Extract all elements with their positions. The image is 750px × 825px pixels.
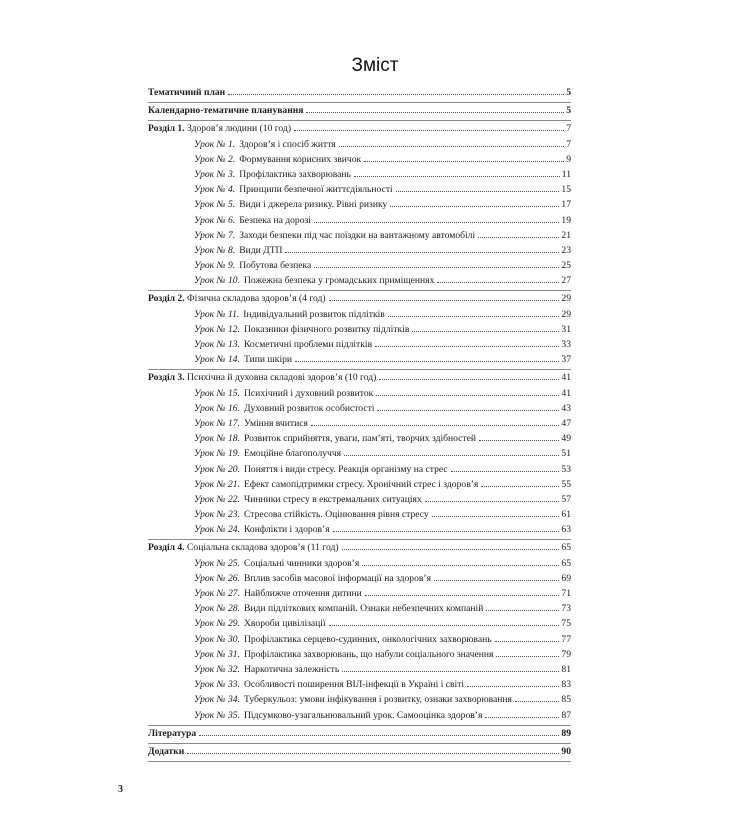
lesson-number: Урок № 12. [194,323,240,335]
toc-block [148,370,571,540]
dot-leader [375,346,559,347]
dot-leader [285,252,559,253]
lesson-number: Урок № 19. [194,448,240,460]
toc-entry [148,85,571,100]
entry-title: Показники фізичного розвитку підлітків [244,323,410,335]
entry-title: Профілактика серцево-судинних, онкологічних захворювань [244,633,492,645]
entry-title: Тематичний план [148,87,226,98]
page-number: 3 [118,784,123,795]
entry-page: 27 [561,275,571,287]
toc-lesson-entry [148,322,571,337]
entry-page: 29 [561,293,571,305]
dot-leader [479,440,559,441]
entry-title: Поняття і види стресу. Реакція організму на стрес [244,463,448,475]
dot-leader [467,686,559,687]
entry-page: 51 [561,448,571,460]
entry-page: 43 [561,402,571,414]
entry-page: 65 [561,557,571,569]
entry-page: 7 [566,138,571,150]
entry-page: 7 [566,123,571,135]
entry-page: 75 [561,618,571,630]
entry-page: 9 [566,153,571,165]
dot-leader [377,410,559,411]
entry-page: 55 [561,478,571,490]
toc-lesson-entry [148,431,571,446]
dot-leader [432,516,560,517]
entry-title: Підсумково-узагальнювальний урок. Самооцінка здоров’я [244,709,483,721]
lesson-number: Урок № 22. [194,493,240,505]
toc-lesson-entry [148,307,571,322]
entry-title: Найближче оточення дитини [244,588,362,599]
entry-title: Заходи безпеки під час поїздки на вантажному автомобілі [239,229,476,241]
lesson-number: Урок № 31. [194,648,240,660]
lesson-number: Урок № 23. [194,509,240,521]
entry-page: 73 [561,603,571,615]
dot-leader [311,425,560,426]
entry-title: Принципи безпечної життєдіяльності [239,184,393,196]
dot-leader [451,471,560,472]
entry-title: Вплив засобів масової інформації на здоров’я [244,572,432,584]
entry-page: 77 [561,633,571,645]
toc-entry [148,103,571,118]
entry-title: Наркотична залежність [244,663,340,675]
dot-leader [329,625,560,626]
entry-title: Хвороби цивілізації [244,618,326,630]
entry-title: Індивідуальний розвиток підлітків [243,308,385,320]
entry-page: 15 [561,184,571,196]
toc-lesson-entry [148,586,571,601]
toc-entry [148,744,571,759]
toc-lesson-entry [148,507,571,522]
entry-title: Духовний розвиток особистості [244,402,375,414]
entry-title: Здоров’я людини (10 год) [187,123,292,135]
entry-page: 11 [561,168,571,180]
toc-lesson-entry [148,337,571,352]
entry-page: 33 [561,339,571,350]
entry-title: Профілактика захворювань [239,168,351,180]
toc-lesson-entry [148,352,571,367]
toc-lesson-entry [148,446,571,461]
lesson-number: Урок № 24. [194,524,240,536]
entry-page: 71 [561,588,571,599]
lesson-number: Урок № 7. [194,229,236,241]
dot-leader [388,316,560,317]
toc-lesson-entry [148,632,571,647]
entry-title: Види і джерела ризику. Рівні ризику [239,199,388,211]
dot-leader [486,610,559,611]
entry-page: 41 [561,372,571,384]
entry-page: 83 [561,679,571,691]
entry-title: Література [148,727,197,739]
toc-lesson-entry [148,492,571,507]
section-number: Розділ 2. [148,293,185,305]
page-title: Зміст [351,55,399,76]
dot-leader [364,161,564,162]
toc-lesson-entry [148,386,571,401]
toc-block [148,121,571,291]
toc-lesson-entry [148,647,571,662]
dot-leader [396,191,560,192]
toc-lesson-entry [148,477,571,492]
entry-page: 57 [561,493,571,505]
entry-title: Безпека на дорозі [239,214,311,226]
entry-page: 47 [561,417,571,429]
entry-page: 69 [561,572,571,584]
lesson-number: Урок № 1. [194,138,236,150]
lesson-number: Урок № 4. [194,184,236,196]
entry-title: Фізична складова здоров’я (4 год) [187,293,326,305]
toc-lesson-entry [148,601,571,616]
toc-entry [148,726,571,741]
dot-leader [354,176,560,177]
toc-lesson-entry [148,677,571,692]
entry-title: Види підліткових компаній. Ознаки небезпечних компаній [244,603,484,615]
toc-lesson-entry [148,213,571,228]
toc-block [148,103,571,121]
dot-leader [496,656,559,657]
toc-lesson-entry [148,708,571,723]
entry-page: 89 [561,727,571,739]
dot-leader [437,282,559,283]
entry-page: 41 [561,387,571,399]
dot-leader [481,486,559,487]
dot-leader [362,565,559,566]
toc-lesson-entry [148,137,571,152]
dot-leader [342,671,559,672]
entry-page: 25 [561,260,571,272]
dot-leader [379,379,559,380]
toc-section-entry [148,370,571,385]
entry-page: 5 [566,105,571,117]
entry-title: Особливості поширення ВІЛ-інфекції в Україні і світі [244,679,465,691]
toc-lesson-entry [148,197,571,212]
dot-leader [495,641,560,642]
dot-leader [485,717,559,718]
dot-leader [425,501,560,502]
entry-title: Емоційне благополуччя [244,448,342,460]
section-number: Розділ 3. [148,372,185,384]
lesson-number: Урок № 35. [194,709,240,721]
lesson-number: Урок № 6. [194,214,236,226]
toc-lesson-entry [148,228,571,243]
toc-lesson-entry [148,258,571,273]
entry-page: 53 [561,463,571,475]
toc-lesson-entry [148,182,571,197]
toc-block [148,744,571,762]
entry-page: 79 [561,648,571,660]
entry-title: Туберкульоз: умови інфікування і розвитку, ознаки захворювання [244,694,512,706]
entry-title: Види ДТП [239,244,283,256]
toc-lesson-entry [148,416,571,431]
entry-title: Чинники стресу в екстремальних ситуаціях [244,493,422,505]
dot-leader [344,455,559,456]
lesson-number: Урок № 5. [194,199,236,211]
entry-page: 49 [561,433,571,445]
lesson-number: Урок № 33. [194,679,240,691]
lesson-number: Урок № 17. [194,417,240,429]
toc-section-entry [148,540,571,555]
entry-page: 90 [561,745,571,757]
toc-lesson-entry [148,273,571,288]
dot-leader [333,531,560,532]
entry-title: Уміння вчитися [244,417,308,429]
dot-leader [199,735,559,736]
lesson-number: Урок № 16. [194,402,240,414]
lesson-number: Урок № 21. [194,478,240,490]
toc-lesson-entry [148,167,571,182]
table-of-contents [148,85,571,762]
dot-leader [342,549,560,550]
entry-title: Календарно-тематичне планування [148,105,304,117]
dot-leader [295,361,559,362]
toc-lesson-entry [148,616,571,631]
toc-block [148,726,571,744]
entry-title: Конфлікти і здоров’я [244,524,330,536]
toc-lesson-entry [148,401,571,416]
entry-title: Формування корисних звичок [239,153,362,165]
entry-page: 21 [561,229,571,241]
lesson-number: Урок № 28. [194,603,240,615]
entry-title: Психічний і духовний розвиток [244,387,374,399]
dot-leader [478,237,559,238]
entry-page: 65 [561,542,571,554]
lesson-number: Урок № 10. [194,275,240,287]
lesson-number: Урок № 26. [194,572,240,584]
dot-leader [339,146,564,147]
dot-leader [314,267,559,268]
lesson-number: Урок № 20. [194,463,240,475]
lesson-number: Урок № 32. [194,663,240,675]
entry-page: 37 [561,354,571,366]
toc-lesson-entry [148,571,571,586]
lesson-number: Урок № 27. [194,588,240,599]
entry-title: Психічна й духовна складові здоров’я (10 год) [187,372,377,384]
entry-title: Пожежна безпека у громадських приміщеннях [244,275,435,287]
entry-title: Профілактика захворювань, що набули соціального значення [244,648,494,660]
dot-leader [228,94,564,95]
entry-page: 87 [561,709,571,721]
lesson-number: Урок № 8. [194,244,236,256]
entry-title: Здоров’я і спосіб життя [239,138,336,150]
dot-leader [187,753,559,754]
lesson-number: Урок № 3. [194,168,236,180]
entry-page: 29 [561,308,571,320]
toc-lesson-entry [148,692,571,707]
entry-page: 63 [561,524,571,536]
toc-lesson-entry [148,152,571,167]
entry-title: Типи шкіри [244,354,293,366]
lesson-number: Урок № 2. [194,153,236,165]
entry-page: 23 [561,244,571,256]
dot-leader [376,395,559,396]
toc-section-entry [148,291,571,306]
entry-title: Побутова безпека [239,260,312,272]
entry-page: 5 [566,87,571,98]
section-number: Розділ 1. [148,123,185,135]
lesson-number: Урок № 30. [194,633,240,645]
toc-block [148,540,571,725]
dot-leader [434,580,559,581]
lesson-number: Урок № 9. [194,260,236,272]
lesson-number: Урок № 18. [194,433,240,445]
lesson-number: Урок № 34. [194,694,240,706]
toc-block [148,291,571,370]
toc-lesson-entry [148,556,571,571]
toc-block [148,85,571,103]
dot-leader [314,222,559,223]
toc-lesson-entry [148,662,571,677]
dot-leader [365,595,560,596]
entry-title: Соціальна складова здоров’я (11 год) [187,542,339,554]
entry-title: Розвиток сприйняття, уваги, пам’яті, творчих здібностей [244,433,477,445]
lesson-number: Урок № 13. [194,339,240,350]
entry-title: Стресова стійкість. Оцінювання рівня стресу [244,509,429,521]
dot-leader [329,300,560,301]
toc-lesson-entry [148,462,571,477]
entry-title: Соціальні чинники здоров’я [244,557,360,569]
entry-title: Ефект самопідтримки стресу. Хронічний стрес і здоров’я [244,478,479,490]
dot-leader [390,206,559,207]
dot-leader [294,130,564,131]
lesson-number: Урок № 11. [194,308,240,320]
lesson-number: Урок № 29. [194,618,240,630]
dot-leader [412,331,559,332]
entry-title: Косметичні проблеми підлітків [244,339,373,350]
lesson-number: Урок № 14. [194,354,240,366]
toc-lesson-entry [148,243,571,258]
entry-page: 17 [561,199,571,211]
section-number: Розділ 4. [148,542,185,554]
entry-page: 19 [561,214,571,226]
dot-leader [515,701,559,702]
entry-page: 81 [561,663,571,675]
dot-leader [306,112,564,113]
lesson-number: Урок № 25. [194,557,240,569]
lesson-number: Урок № 15. [194,387,240,399]
entry-page: 31 [561,323,571,335]
toc-lesson-entry [148,522,571,537]
entry-page: 61 [561,509,571,521]
toc-section-entry [148,121,571,136]
entry-title: Додатки [148,745,185,757]
entry-page: 85 [561,694,571,706]
